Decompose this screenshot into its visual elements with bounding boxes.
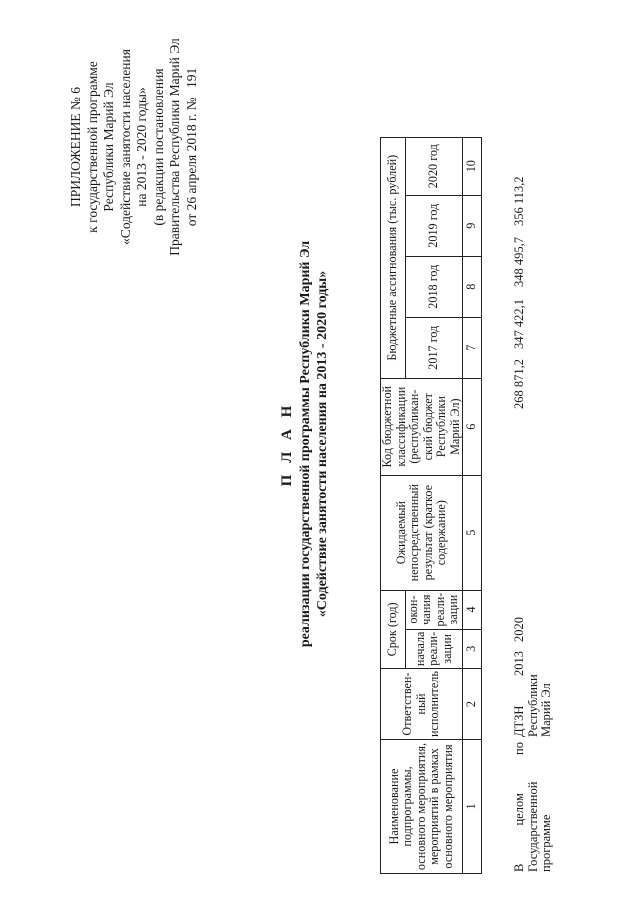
column-number: 4 [463, 590, 482, 629]
header-result: Ожидаемый непосредственный результат (краткое содержание) [381, 475, 463, 590]
appendix-line: Республики Марий Эл [101, 82, 116, 212]
appendix-note [68, 2, 200, 292]
edition-date: 26 апреля 2018 г. [183, 113, 199, 211]
edition-date-line [184, 2, 201, 292]
row-name-word: по [512, 742, 526, 755]
header-code: Код бюджетной классификации (республикан-ский бюджет Республики Марий Эл) [381, 378, 463, 475]
row-name-first-line [513, 742, 527, 872]
header-year: 2020 год [405, 137, 462, 195]
column-number: 5 [463, 475, 482, 590]
table-row [513, 150, 623, 874]
appendix-line: Правительства Республики Марий Эл [167, 38, 182, 256]
row-amount: 348 495,7 [512, 237, 526, 287]
row-name-rest: Государственной программе [525, 781, 553, 872]
plan-heading: П Л А Н [279, 401, 295, 487]
appendix-line: на 2013 - 2020 годы» [134, 87, 149, 207]
header-year: 2017 год [405, 317, 462, 378]
appendix-line: к государственной программе [84, 61, 100, 233]
appendix-line: (в редакции постановления [150, 68, 166, 226]
header-term-end: окон-чания реали-зации [405, 590, 462, 629]
edition-from: от [183, 213, 199, 227]
column-number: 7 [463, 317, 482, 378]
edition-number: 191 [183, 67, 199, 88]
column-number: 6 [463, 378, 482, 475]
row-name-word: В [512, 863, 526, 872]
row-amount: 347 422,1 [512, 299, 526, 349]
row-amount: 356 113,2 [512, 176, 526, 226]
row-end-year: 2020 [512, 617, 526, 642]
column-number: 1 [463, 740, 482, 874]
title-line-1: реализации государственной программы Республики Марий Эл [298, 240, 313, 648]
edition-number-sign: № [183, 97, 199, 111]
column-number: 9 [463, 195, 482, 256]
appendix-line: ПРИЛОЖЕНИЕ № 6 [68, 86, 83, 208]
header-year: 2018 год [405, 256, 462, 317]
document-title [278, 134, 331, 754]
column-number: 10 [463, 137, 482, 195]
row-amount: 268 871,2 [512, 359, 526, 409]
header-budget: Бюджетные ассигнования (тыс. рублей) [381, 137, 406, 378]
header-name: Наименование подпрограммы, основного мероприятия, мероприятий в рамках основного мероприятия [381, 740, 463, 874]
row-start-year: 2013 [512, 651, 526, 676]
column-number: 8 [463, 256, 482, 317]
header-term: Срок (год) [381, 590, 406, 668]
column-number: 3 [463, 629, 482, 669]
row-executor: ДТЗН Республики Марий Эл [512, 674, 553, 737]
header-year: 2019 год [405, 195, 462, 256]
header-executor: Ответствен-ный исполнитель [381, 669, 463, 740]
title-line-2: «Содействие занятости населения на 2013 - 2020 годы» [315, 270, 330, 618]
row-name [513, 742, 554, 872]
appendix-line: «Содействие занятости населения [117, 49, 133, 245]
column-number: 2 [463, 669, 482, 740]
row-name-word: целом [512, 793, 526, 826]
plan-table [380, 137, 482, 874]
header-term-start: начала реали-зации [405, 629, 462, 669]
